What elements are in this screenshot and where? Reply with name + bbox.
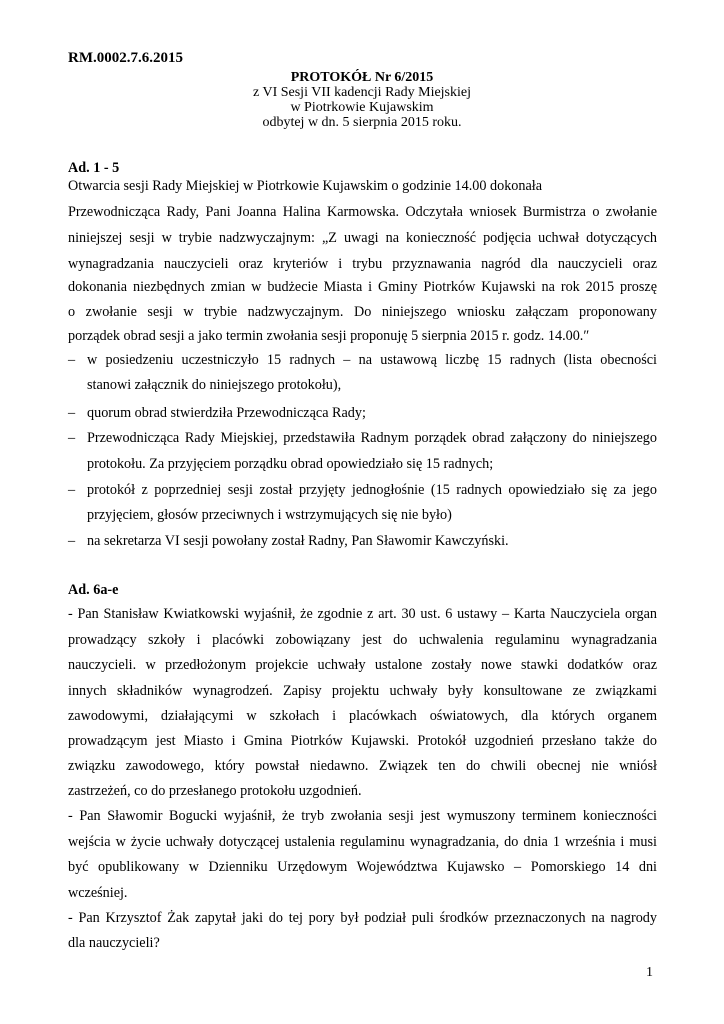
page-number: 1 [646, 965, 653, 980]
paragraph-line: być opublikowany w Dzienniku Urzędowym Województwa Kujawsko – Pomorskiego 14 dni [68, 859, 657, 875]
title-subline-3: odbytej w dn. 5 sierpnia 2015 roku. [262, 115, 462, 130]
bullet-item-line: quorum obrad stwierdziła Przewodnicząca Rady; [87, 405, 366, 421]
section-heading-range: . 6a-e [86, 582, 119, 598]
bullet-dash: – [68, 533, 76, 549]
paragraph-line: wynagradzania nauczycieli oraz kryteriów i trybu przyznawania nagród dla nauczycieli oraz [68, 256, 657, 272]
bullet-dash: – [68, 405, 76, 421]
paragraph-line: zawodowymi, działającymi w szkołach i placówkach oświatowych, dla których organem [68, 708, 657, 724]
section-heading-ad-6a-e [68, 582, 118, 598]
paragraph-line: innych składników wynagrodzeń. Zapisy projektu uchwały były konsultowane ze związkami [68, 683, 657, 699]
bullet-item-line: na sekretarza VI sesji powołany został Radny, Pan Sławomir Kawczyński. [87, 533, 509, 549]
paragraph-line: dokonania niezbędnych zmian w budżecie Miasta i Gminy Piotrków Kujawski na rok 2015 proszę [68, 279, 657, 295]
section-heading-ad: Ad [68, 582, 87, 598]
paragraph-line: niniejszej sesji w trybie nadzwyczajnym: „Z uwagi na konieczność podjęcia uchwał dotyczących [68, 230, 657, 246]
bullet-item-line: protokół z poprzedniej sesji został przyjęty jednogłośnie (15 radnych opowiedziało się za jego [87, 482, 657, 498]
section-heading-ad-1-5: Ad. 1 - 5 [68, 160, 120, 176]
bullet-item-line: przyjęciem, głosów przeciwnych i wstrzymujących się nie było) [87, 507, 452, 523]
paragraph-line: związku zawodowego, który powstał niedawno. Związek ten do chwili obecnej nie wniósł [68, 758, 657, 774]
paragraph-line: Otwarcia sesji Rady Miejskiej w Piotrkowie Kujawskim o godzinie 14.00 dokonała [68, 178, 543, 194]
paragraph-line: porządek obrad sesji a jako termin zwołania sesji proponuję 5 sierpnia 2015 r. godz. 14.00.″ [68, 328, 590, 344]
paragraph-line: prowadzący szkoły i placówki zobowiązany jest do uchwalenia regulaminu wynagradzania [68, 632, 657, 648]
bullet-item-line: Przewodnicząca Rady Miejskiej, przedstawiła Radnym porządek obrad załączony do niniejszego [87, 430, 657, 446]
bullet-item-line: protokołu. Za przyjęciem porządku obrad opowiedziało się 15 radnych; [87, 456, 494, 472]
paragraph-line: - Pan Sławomir Bogucki wyjaśnił, że tryb zwołania sesji jest wymuszony terminem konieczności [68, 808, 657, 824]
bullet-dash: – [68, 482, 76, 498]
paragraph-line: o zwołanie sesji w trybie nadzwyczajnym. Do niniejszego wniosku załączam proponowany [68, 304, 657, 320]
paragraph-line: dla nauczycieli? [68, 935, 160, 951]
document-reference: RM.0002.7.6.2015 [68, 50, 183, 66]
document-title: PROTOKÓŁ Nr 6/2015 [290, 70, 434, 85]
paragraph-line: wcześniej. [68, 885, 128, 901]
paragraph-line: prowadzącym jest Miasto i Gmina Piotrków Kujawski. Protokół uzgodnień przesłano także do [68, 733, 657, 749]
paragraph-line: wejścia w życie uchwały dotyczącej ustalenia regulaminu wynagradzania, do dnia 1 września i musi [68, 834, 657, 850]
bullet-item-line: w posiedzeniu uczestniczyło 15 radnych – na ustawową liczbę 15 radnych (lista obecności [87, 352, 657, 368]
title-block [0, 70, 724, 130]
paragraph-line: - Pan Stanisław Kwiatkowski wyjaśnił, że zgodnie z art. 30 ust. 6 ustawy – Karta Nauczyciela organ [68, 606, 657, 622]
title-subline-1: z VI Sesji VII kadencji Rady Miejskiej [253, 85, 471, 100]
bullet-dash: – [68, 430, 76, 446]
paragraph-line: - Pan Krzysztof Żak zapytał jaki do tej pory był podział puli środków przeznaczonych na nagrody [68, 910, 657, 926]
paragraph-line: zastrzeżeń, co do przesłanego protokołu uzgodnień. [68, 783, 362, 799]
title-subline-2: w Piotrkowie Kujawskim [290, 100, 434, 115]
bullet-dash: – [68, 352, 76, 368]
bullet-item-line: stanowi załącznik do niniejszego protokołu), [87, 377, 342, 393]
paragraph-line: nauczycieli. w przedłożonym projekcie uchwały ustalone zostały nowe stawki dodatków oraz [68, 657, 657, 673]
paragraph-line: Przewodnicząca Rady, Pani Joanna Halina Karmowska. Odczytała wniosek Burmistrza o zwołanie [68, 204, 657, 220]
